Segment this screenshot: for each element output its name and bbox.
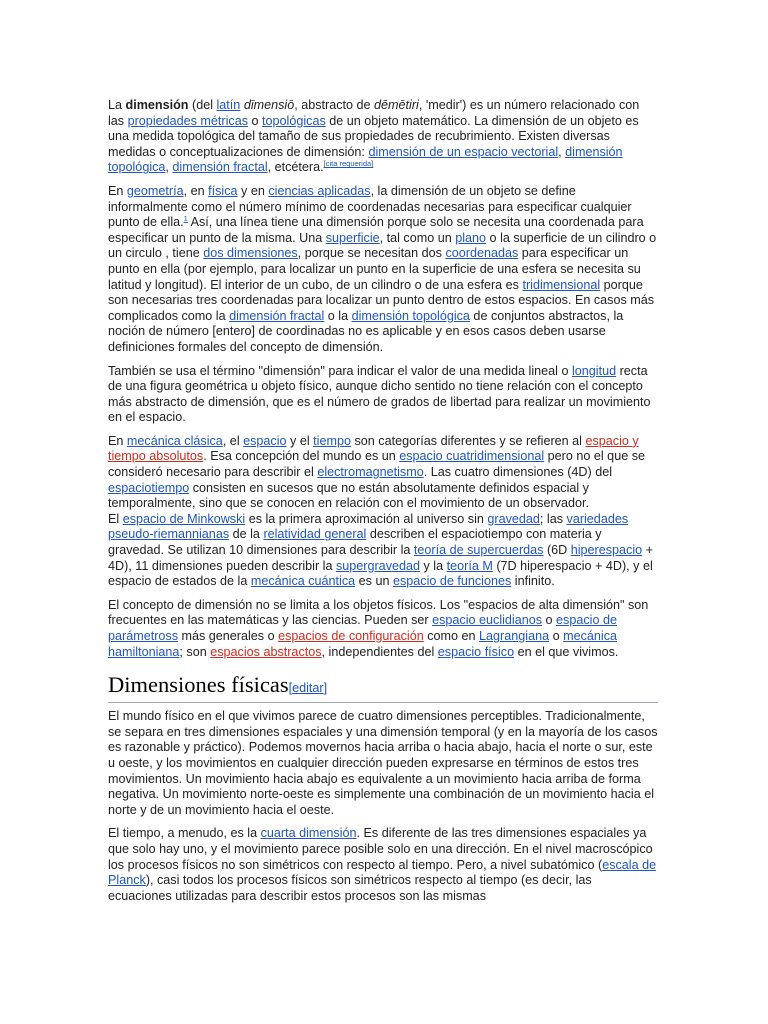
link-plano[interactable]: plano	[455, 230, 487, 245]
text: (6D	[543, 543, 571, 558]
text: El concepto de dimensión no se limita a los objetos físicos. Los "espacios de alta dimensión" son frecuentes en las matemáticas y las ciencias. Pueden ser	[108, 597, 649, 628]
edit-bracket-close: ]	[323, 681, 328, 696]
edit-section	[289, 681, 328, 695]
text: , independientes del	[321, 644, 438, 659]
link-mecanica-cuantica[interactable]: mecánica cuántica	[250, 574, 356, 589]
link-superficie[interactable]: superficie	[325, 230, 380, 245]
text: También se usa el término "dimensión" para indicar el valor de una medida lineal o	[108, 363, 572, 378]
link-fisica[interactable]: física	[208, 183, 238, 198]
link-topologicas[interactable]: topológicas	[262, 113, 326, 128]
text: como en	[423, 629, 480, 643]
link-supergravedad[interactable]: supergravedad	[335, 558, 421, 573]
link-longitud[interactable]: longitud	[571, 363, 617, 378]
text: y el	[286, 433, 314, 448]
text: La	[108, 98, 126, 112]
text: o la	[324, 308, 352, 323]
link-cuarta-dimension[interactable]: cuarta dimensión	[260, 826, 357, 841]
link-lagrangiana[interactable]: Lagrangiana	[479, 629, 550, 643]
text: o la superficie de un cilindro o un circulo , tiene	[108, 230, 657, 261]
link-ciencias-aplicadas[interactable]: ciencias aplicadas	[268, 183, 371, 198]
link-dimension-topologica-2[interactable]: dimensión topológica	[351, 308, 470, 323]
link-espacio-euclidianos[interactable]: espacio euclidianos	[432, 613, 543, 628]
link-espacio-cuatridimensional[interactable]: espacio cuatridimensional	[399, 449, 545, 464]
text: ; las	[539, 511, 567, 526]
section-heading-dimensiones-fisicas	[108, 672, 658, 703]
text: o	[248, 113, 263, 128]
article-body	[108, 98, 658, 912]
link-variedades-pseudo-riemannianas[interactable]: variedades pseudo-riemannianas	[108, 511, 629, 542]
text: y en	[237, 183, 269, 198]
link-geometria[interactable]: geometría	[126, 183, 184, 198]
text: (del	[188, 98, 217, 112]
link-relatividad-general[interactable]: relatividad general	[263, 527, 367, 542]
link-coordenadas[interactable]: coordenadas	[445, 246, 519, 261]
text: Así, una línea tiene una dimensión porque solo se necesita una coordenada para especificar un punto de la misma. Una	[108, 215, 644, 245]
text: consisten en sucesos que no están absolutamente definidos espacial y temporalmente, sino que se conocen en relación con el movimiento de un observador.	[108, 480, 589, 511]
link-electromagnetismo[interactable]: electromagnetismo	[317, 465, 424, 480]
text: + 4D), 11 dimensiones pueden describir la	[108, 543, 654, 573]
text: , abstracto de	[294, 98, 375, 112]
link-latin[interactable]: latín	[216, 98, 241, 112]
text: y la	[420, 558, 447, 573]
link-dimension-fractal-2[interactable]: dimensión fractal	[229, 308, 325, 323]
link-espaciotiempo[interactable]: espaciotiempo	[108, 480, 190, 495]
link-propiedades-metricas[interactable]: propiedades métricas	[127, 113, 249, 128]
link-dos-dimensiones[interactable]: dos dimensiones	[203, 246, 298, 261]
text: de un objeto matemático. La dimensión de un objeto es una medida topológica del tamaño de sus propiedades de recubrimiento. Existen diversas medidas o conceptualizaciones de dimensión:	[108, 113, 639, 159]
link-mecanica-clasica[interactable]: mecánica clásica	[126, 433, 223, 448]
link-espacios-configuracion[interactable]: espacios de configuración	[278, 629, 424, 643]
paragraph-physical-world	[108, 709, 658, 818]
section-heading-title: Dimensiones físicas	[108, 672, 289, 698]
paragraph-mechanics	[108, 434, 658, 590]
text: . Esa concepción del mundo es un	[203, 449, 400, 464]
text: ), casi todos los procesos físicos son simétricos respecto al tiempo (es decir, las ecuaciones utilizadas para describir estos procesos son las mismas	[108, 873, 592, 903]
paragraph-high-dimensional	[108, 598, 658, 660]
text: infinito.	[511, 574, 555, 589]
link-dimension-topologica[interactable]: dimensión topológica	[108, 144, 623, 175]
link-espacio-minkowski[interactable]: espacio de Minkowski	[122, 511, 246, 526]
link-teoria-m[interactable]: teoría M	[446, 558, 493, 573]
link-dimension-espacio-vectorial[interactable]: dimensión de un espacio vectorial	[368, 144, 559, 159]
text: son categorías diferentes y se refieren al	[350, 433, 586, 448]
text: de la	[229, 527, 264, 542]
text: porque son necesarias tres coordenadas para localizar un punto dentro de estos espacios. En casos más complicados como la	[108, 277, 655, 323]
edit-bracket-open: [	[288, 681, 293, 696]
text: . Las cuatro dimensiones (4D) del	[423, 465, 613, 480]
text: más generales o	[178, 629, 279, 643]
link-espacio-fisico[interactable]: espacio físico	[437, 644, 515, 659]
text: El mundo físico en el que vivimos parece de cuatro dimensiones perceptibles. Tradicionalmente, se separa en tres dimensiones espaciales y una dimensión temporal (y en la mayoría de los casos es razonable y práctico). Podemos movernos hacia arriba o hacia abajo, hacia el norte o sur, este u oeste, y los movimientos en cualquier dirección pueden expresarse en términos de estos tres movimientos. Un movimiento hacia abajo es equivalente a un movimiento hacia arriba de forma negativa. Un movimiento norte-oeste es simplemente una combinación de un movimiento hacia el norte y de un movimiento hacia el oeste.	[108, 709, 658, 817]
text: En	[108, 183, 127, 198]
link-teoria-supercuerdas[interactable]: teoría de supercuerdas	[413, 543, 544, 558]
link-hiperespacio[interactable]: hiperespacio	[570, 543, 643, 558]
text: recta de una figura geométrica u objeto físico, aunque dicho sentido no tiene relación con el concepto más abstracto de dimensión, que es el número de grados de libertad para realizar un movimiento en el espacio.	[108, 363, 651, 425]
italic-term: dīmensiō	[243, 98, 295, 112]
link-espacio-parametros[interactable]: espacio de parámetross	[108, 613, 617, 643]
text: en el que vivimos.	[514, 644, 619, 659]
text: describen el espaciotiempo con materia y gravedad. Se utilizan 10 dimensiones para describir la	[108, 527, 602, 558]
text: para especificar un punto en ella (por ejemplo, para localizar un punto en la superficie de una esfera se necesita su latitud y longitud). El interior de un cubo, de un cilindro o de una esfera es	[108, 246, 641, 292]
text: ,	[558, 144, 566, 159]
link-tiempo[interactable]: tiempo	[313, 433, 351, 448]
text: , tal como un	[379, 230, 456, 245]
text: . Es diferente de las tres dimensiones espaciales ya que solo hay uno, y el movimiento parece posible solo en una dirección. En el nivel macroscópico los procesos físicos no son simétricos con respecto al tiempo. Pero, a nivel subatómico (	[108, 826, 653, 872]
text: pero no el que se consideró necesario para describir el	[108, 449, 645, 480]
paragraph-definition	[108, 184, 658, 356]
text: En	[108, 433, 127, 448]
paragraph-time	[108, 826, 658, 904]
paragraph-linear-measure	[108, 364, 658, 426]
text: , la dimensión de un objeto se define informalmente como el número mínimo de coordenadas necesarias para especificar cualquier punto de ella.	[108, 183, 632, 230]
italic-term: dēmētiri	[374, 98, 419, 112]
text: ; son	[179, 644, 211, 659]
text: , el	[222, 433, 244, 448]
text: es la primera aproximación al universo sin	[245, 511, 488, 526]
link-gravedad[interactable]: gravedad	[487, 511, 540, 526]
link-tridimensional[interactable]: tridimensional	[522, 277, 601, 292]
text: o	[542, 613, 557, 628]
text: es un	[355, 574, 393, 589]
text: (7D hiperespacio + 4D), y el espacio de estados de la	[108, 558, 653, 589]
text: de conjuntos abstractos, la noción de número [entero] de coordinadas no es aplicable y en esos casos deben usarse definiciones formales del concepto de dimensión.	[108, 308, 624, 354]
text: , porque se necesitan dos	[297, 246, 446, 261]
text: , en	[183, 183, 209, 198]
link-espacio[interactable]: espacio	[243, 433, 287, 448]
text: o	[549, 629, 564, 643]
paragraph-intro	[108, 98, 658, 176]
link-dimension-fractal[interactable]: dimensión fractal	[172, 160, 268, 175]
link-espacio-funciones[interactable]: espacio de funciones	[392, 574, 512, 589]
text: , 'medir') es un número relacionado con las	[108, 98, 640, 128]
text: El	[108, 511, 123, 526]
link-espacio-tiempo-absolutos[interactable]: espacio y tiempo absolutos	[108, 433, 639, 464]
bold-term: dimensión	[125, 98, 189, 112]
edit-link[interactable]: editar	[292, 681, 324, 696]
link-espacios-abstractos[interactable]: espacios abstractos	[210, 644, 322, 659]
text: El tiempo, a menudo, es la	[108, 826, 261, 841]
text: , etcétera.	[267, 160, 324, 175]
link-escala-planck[interactable]: escala de Planck	[108, 857, 657, 888]
link-mecanica-hamiltoniana[interactable]: mecánica hamiltoniana	[108, 629, 617, 659]
reference-link[interactable]: 1	[183, 213, 188, 223]
text: ,	[165, 160, 173, 175]
citation-needed-link[interactable]: [cita requerida]	[323, 159, 374, 169]
